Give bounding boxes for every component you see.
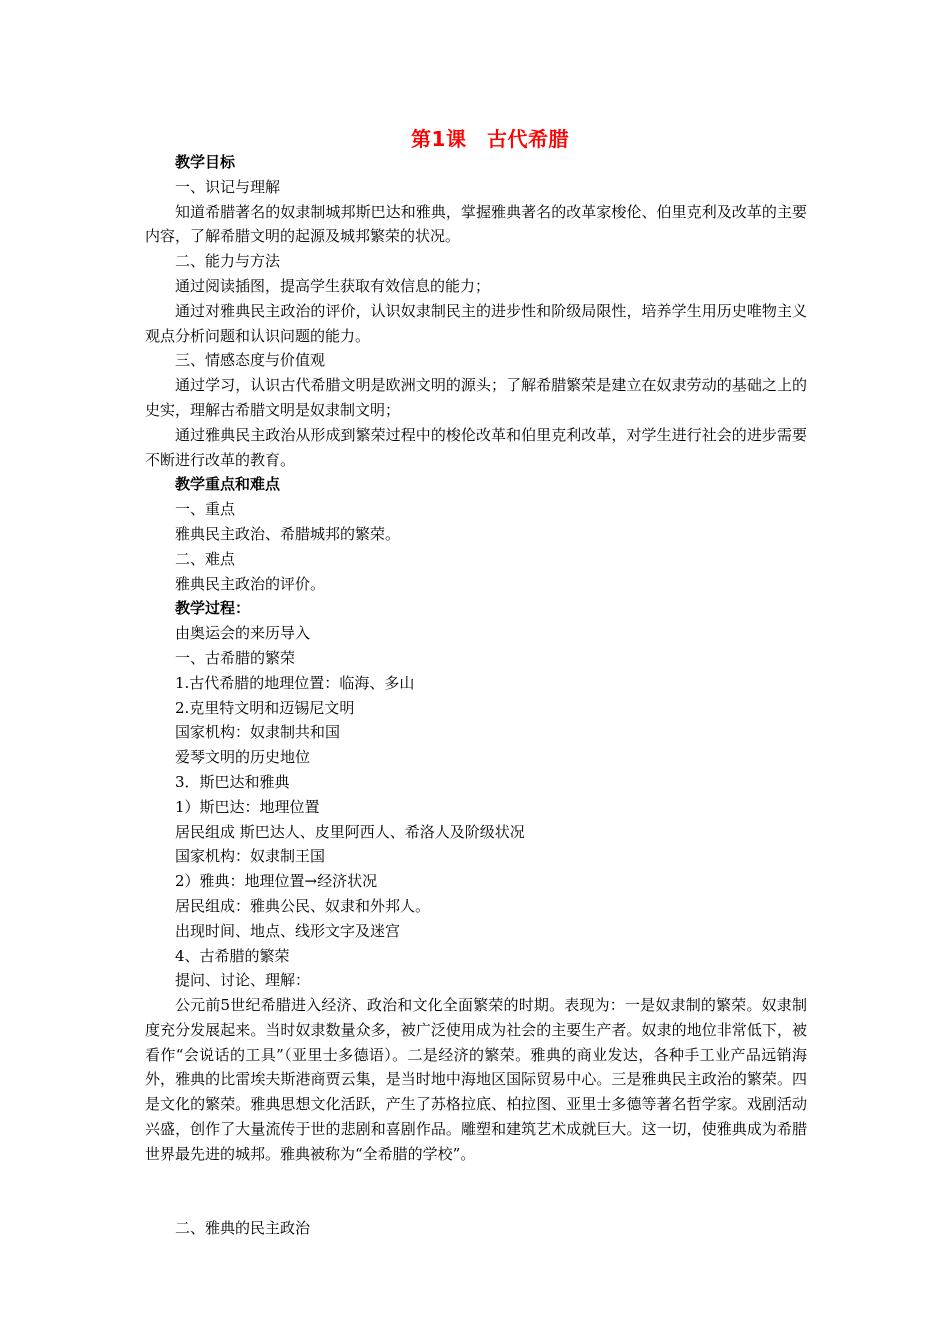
- subheading-key: 一、重点: [175, 500, 236, 519]
- process-item: 爱琴文明的历史地位: [175, 748, 311, 767]
- process-item: 居民组成：雅典公民、奴隶和外邦人。: [175, 896, 431, 915]
- process-item: 2.克里特文明和迈锡尼文明: [175, 698, 355, 717]
- process-intro: 由奥运会的来历导入: [175, 624, 311, 643]
- document-body: [145, 150, 807, 1241]
- text-difficulty: 雅典民主政治的评价。: [175, 574, 326, 593]
- paragraph-ability-2: 通过对雅典民主政治的评价，认识奴隶制民主的进步性和阶级局限性，培养学生用历史唯物主义观点分析问题和认识问题的能力。: [145, 301, 807, 345]
- section-heading-goals: 教学目标: [175, 153, 236, 171]
- page-title: 第1课 古代希腊: [411, 127, 569, 151]
- process-item: 国家机构：奴隶制王国: [175, 847, 326, 866]
- paragraph-understanding: 知道希腊著名的奴隶制城邦斯巴达和雅典，掌握雅典著名的改革家梭伦、伯里克利及改革的主要内容，了解希腊文明的起源及城邦繁荣的状况。: [145, 202, 807, 246]
- process-item: 居民组成 斯巴达人、皮里阿西人、希洛人及阶级状况: [175, 822, 525, 841]
- paragraph-ability-1: 通过阅读插图，提高学生获取有效信息的能力；: [175, 276, 491, 295]
- subheading-difficulty: 二、难点: [175, 549, 236, 568]
- process-item: 4、古希腊的繁荣: [175, 946, 290, 965]
- paragraph-values-2: 通过雅典民主政治从形成到繁荣过程中的梭伦改革和伯里克利改革，对学生进行社会的进步需要不断进行改革的教育。: [145, 425, 807, 469]
- section-heading-process: 教学过程：: [175, 599, 251, 618]
- process-item: 出现时间、地点、线形文字及迷宫: [175, 921, 401, 940]
- process-item: 国家机构：奴隶制共和国: [175, 723, 341, 742]
- paragraph-prosperity: 公元前5世纪希腊进入经济、政治和文化全面繁荣的时期。表现为：一是奴隶制的繁荣。奴隶制度充分发展起来。当时奴隶数量众多，被广泛使用成为社会的主要生产者。奴隶的地位非常低下，被看作“会说话的工具”（亚里士多德语）。二是经济的繁荣。雅典的商业发达，各种手工业产品远销海外，雅典的比雷埃夫斯港商贾云集，是当时地中海地区国际贸易中心。三是雅典民主政治的繁荣。四是文化的繁荣。雅典思想文化活跃，产生了苏格拉底、柏拉图、亚里士多德等著名哲学家。戏剧活动兴盛，创作了大量流传于世的悲剧和喜剧作品。雕塑和建筑艺术成就巨大。这一切，使雅典成为希腊世界最先进的城邦。雅典被称为“全希腊的学校”。: [145, 996, 807, 1163]
- subheading-values: 三、情感态度与价值观: [175, 351, 326, 370]
- text-key: 雅典民主政治、希腊城邦的繁荣。: [175, 524, 401, 543]
- subheading-ability: 二、能力与方法: [175, 252, 281, 271]
- process-item: 1.古代希腊的地理位置：临海、多山: [175, 673, 415, 692]
- section-heading-key-points: 教学重点和难点: [175, 475, 281, 494]
- process-item: 提问、讨论、理解：: [175, 971, 311, 990]
- process-section-2: 二、雅典的民主政治: [175, 1219, 311, 1238]
- process-item: 3．斯巴达和雅典: [175, 772, 290, 791]
- process-section-1: 一、古希腊的繁荣: [175, 648, 296, 667]
- subheading-understanding: 一、识记与理解: [175, 177, 281, 196]
- process-item: 1）斯巴达：地理位置: [175, 797, 320, 816]
- process-item: 2）雅典：地理位置→经济状况: [175, 872, 378, 891]
- paragraph-values-1: 通过学习，认识古代希腊文明是欧洲文明的源头；了解希腊繁荣是建立在奴隶劳动的基础之上的史实，理解古希腊文明是奴隶制文明；: [145, 376, 807, 419]
